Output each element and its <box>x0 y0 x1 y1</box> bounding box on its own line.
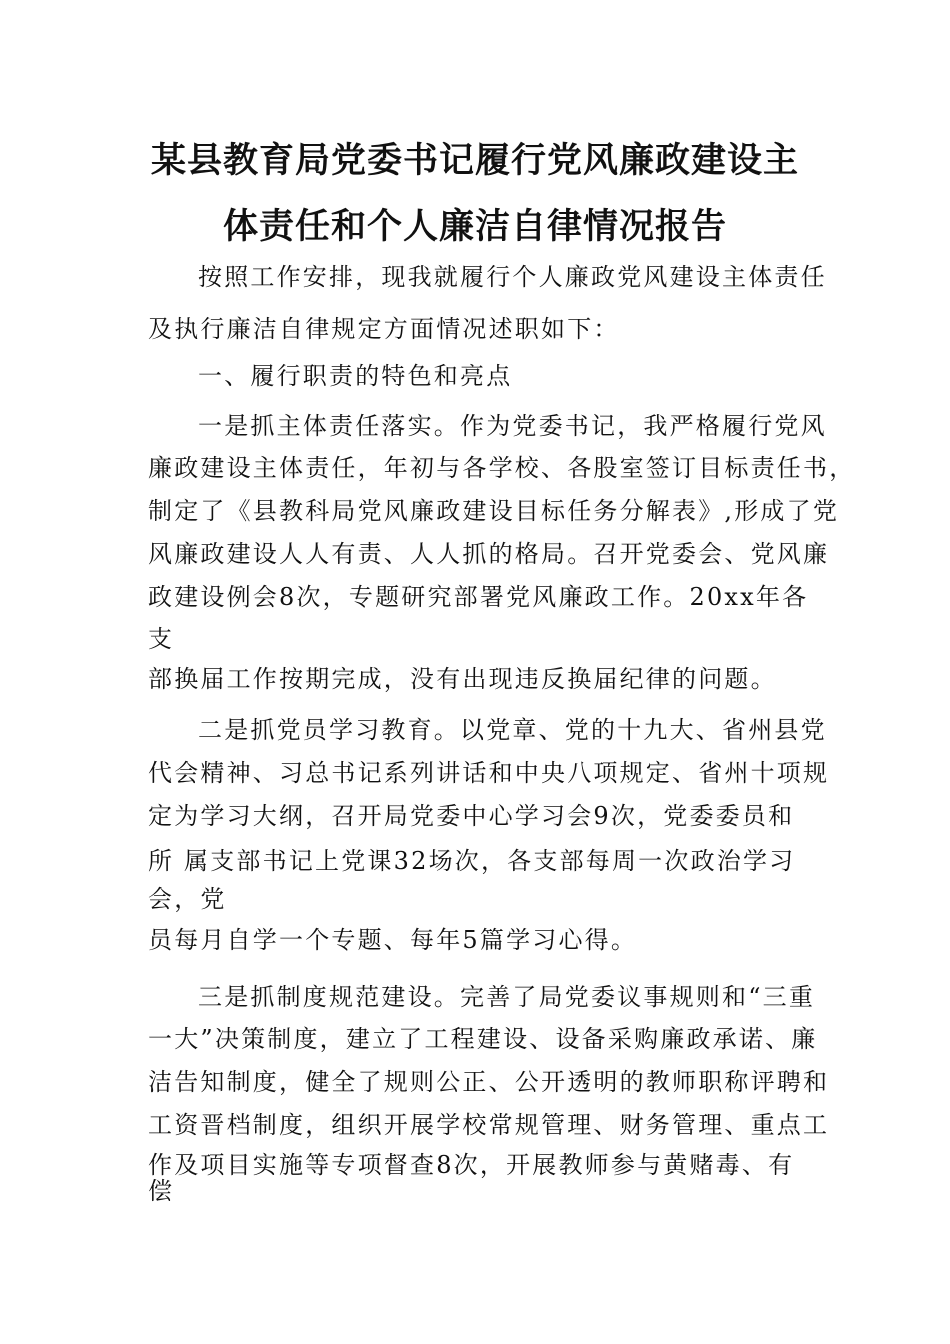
intro-line-1: 按照工作安排，现我就履行个人廉政党风建设主体责任 <box>198 263 827 291</box>
intro-line-2: 及执行廉洁自律规定方面情况述职如下： <box>148 315 620 343</box>
document-title-line-2: 体责任和个人廉洁自律情况报告 <box>222 207 727 247</box>
paragraph-2-line-6: 员每月自学一个专题、每年5篇学习心得。 <box>148 926 638 954</box>
paragraph-1-line-4: 风廉政建设人人有责、人人抓的格局。召开党委会、党风廉 <box>148 540 830 568</box>
paragraph-2-line-3: 定为学习大纲，召开局党委中心学习会9次，党委委员和 <box>148 802 795 830</box>
paragraph-2-line-5: 会，党 <box>148 885 227 913</box>
paragraph-3-line-5: 作及项目实施等专项督查8次，开展教师参与黄赌毒、有 <box>148 1151 795 1179</box>
paragraph-3-line-4: 工资晋档制度，组织开展学校常规管理、财务管理、重点工 <box>148 1111 830 1139</box>
paragraph-1-line-2: 廉政建设主体责任，年初与各学校、各股室签订目标责任书， <box>148 454 856 482</box>
paragraph-1-line-3: 制定了《县教科局党风廉政建设目标任务分解表》,形成了党 <box>148 497 840 525</box>
document-title-line-1: 某县教育局党委书记履行党风廉政建设主 <box>150 141 799 181</box>
section-heading: 一、履行职责的特色和亮点 <box>198 362 513 390</box>
paragraph-1-line-5: 政建设例会8次，专题研究部署党风廉政工作。20xx年各 <box>148 583 809 611</box>
paragraph-1-line-7: 部换届工作按期完成，没有出现违反换届纪律的问题。 <box>148 665 777 693</box>
paragraph-3-line-3: 洁告知制度，健全了规则公正、公开透明的教师职称评聘和 <box>148 1068 830 1096</box>
paragraph-3-line-2: 一大”决策制度，建立了工程建设、设备采购廉政承诺、廉 <box>148 1025 818 1053</box>
paragraph-1-line-6: 支 <box>148 625 175 653</box>
paragraph-1-line-1: 一是抓主体责任落实。作为党委书记，我严格履行党风 <box>198 412 827 440</box>
paragraph-3-line-6: 偿 <box>148 1177 175 1205</box>
paragraph-3-line-1: 三是抓制度规范建设。完善了局党委议事规则和“三重 <box>198 983 816 1011</box>
paragraph-2-line-2: 代会精神、习总书记系列讲话和中央八项规定、省州十项规 <box>148 759 830 787</box>
paragraph-2-line-1: 二是抓党员学习教育。以党章、党的十九大、省州县党 <box>198 716 827 744</box>
paragraph-2-line-4: 所 属支部书记上党课32场次，各支部每周一次政治学习 <box>148 847 796 875</box>
